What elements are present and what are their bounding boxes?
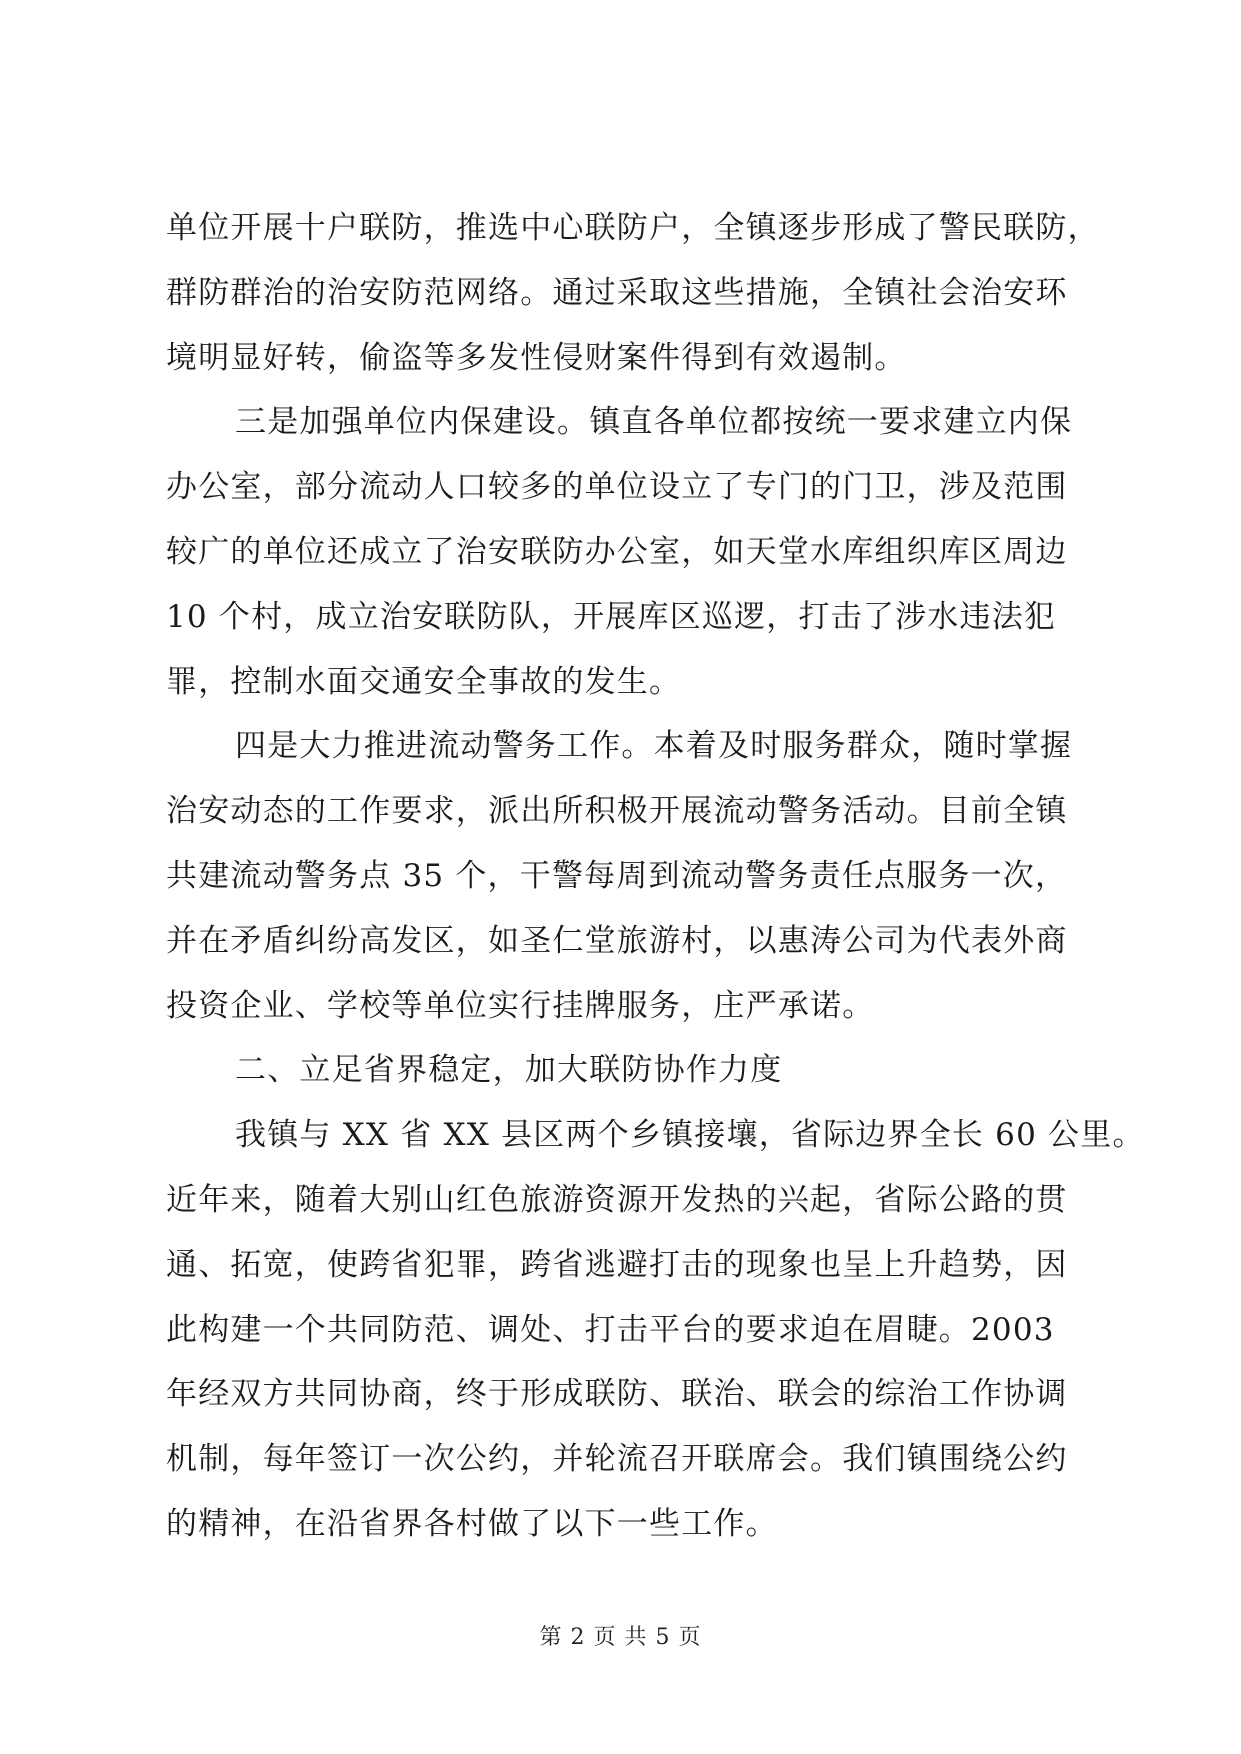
text-line: 治安动态的工作要求，派出所积极开展流动警务活动。目前全镇 <box>166 793 1068 830</box>
section-heading: 二、立足省界稳定，加大联防协作力度 <box>235 1052 783 1089</box>
text-line: 并在矛盾纠纷高发区，如圣仁堂旅游村，以惠涛公司为代表外商 <box>166 922 1068 959</box>
text-line: 机制，每年签订一次公约，并轮流召开联席会。我们镇围绕公约 <box>166 1441 1068 1478</box>
text-line: 近年来，随着大别山红色旅游资源开发热的兴起，省际公路的贯 <box>166 1181 1068 1218</box>
page-number-footer: 第 2 页 共 5 页 <box>539 1625 702 1650</box>
text-line: 境明显好转，偷盗等多发性侵财案件得到有效遏制。 <box>166 339 907 376</box>
text-line: 共建流动警务点 35 个，干警每周到流动警务责任点服务一次， <box>166 857 1068 894</box>
text-line: 单位开展十户联防，推选中心联防户，全镇逐步形成了警民联防， <box>166 210 1100 246</box>
text-line: 年经双方共同协商，终于形成联防、联治、联会的综治工作协调 <box>166 1376 1068 1413</box>
text-line: 群防群治的治安防范网络。通过采取这些措施，全镇社会治安环 <box>166 274 1068 311</box>
text-line: 办公室，部分流动人口较多的单位设立了专门的门卫，涉及范围 <box>166 469 1068 506</box>
text-line: 的精神，在沿省界各村做了以下一些工作。 <box>166 1505 778 1542</box>
paragraph-start-line: 我镇与 XX 省 XX 县区两个乡镇接壤，省际边界全长 60 公里。 <box>235 1117 1145 1154</box>
text-line: 此构建一个共同防范、调处、打击平台的要求迫在眉睫。2003 <box>166 1311 1055 1348</box>
text-line: 较广的单位还成立了治安联防办公室，如天堂水库组织库区周边 <box>166 533 1068 570</box>
text-line: 10 个村，成立治安联防队，开展库区巡逻，打击了涉水违法犯 <box>166 598 1057 635</box>
paragraph-start-line: 三是加强单位内保建设。镇直各单位都按统一要求建立内保 <box>235 404 1073 441</box>
text-line: 罪，控制水面交通安全事故的发生。 <box>166 663 682 700</box>
text-line: 通、拓宽，使跨省犯罪，跨省逃避打击的现象也呈上升趋势，因 <box>166 1246 1068 1283</box>
document-body <box>166 196 1145 1557</box>
text-line: 投资企业、学校等单位实行挂牌服务，庄严承诺。 <box>166 987 875 1024</box>
paragraph-start-line: 四是大力推进流动警务工作。本着及时服务群众，随时掌握 <box>235 728 1073 765</box>
